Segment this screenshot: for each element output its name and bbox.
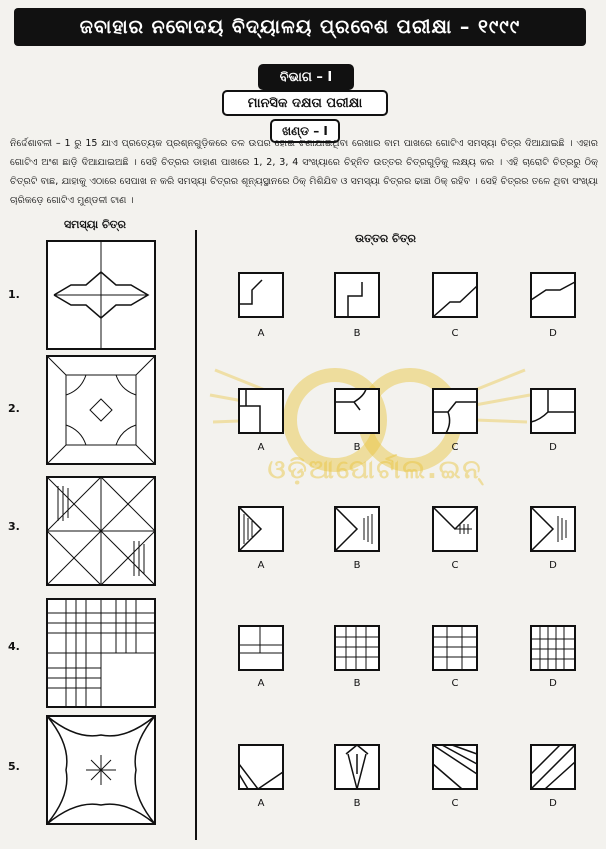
option-label: B (353, 328, 361, 339)
option-figure-2d[interactable] (530, 388, 576, 434)
option-label: D (549, 798, 557, 809)
question-number: 2. (8, 402, 20, 415)
option-figure-5d[interactable] (530, 744, 576, 790)
option-label: B (353, 678, 361, 689)
option-figure-1b[interactable] (334, 272, 380, 318)
option-figure-1d[interactable] (530, 272, 576, 318)
option-label: B (353, 560, 361, 571)
option-label: C (451, 560, 459, 571)
page-title-banner (14, 8, 586, 46)
option-label: D (549, 442, 557, 453)
option-figure-4a[interactable] (238, 625, 284, 671)
option-figure-3b[interactable] (334, 506, 380, 552)
option-figure-2c[interactable] (432, 388, 478, 434)
column-divider (195, 230, 197, 840)
page-title: ଜବାହାର ନବୋଦୟ ବିଦ୍ୟାଳୟ ପ୍ରବେଶ ପରୀକ୍ଷା – ୧୯୯୯ (79, 16, 521, 38)
option-figure-2b[interactable] (334, 388, 380, 434)
test-name: ମାନସିକ ଦକ୍ଷତା ପରୀକ୍ଷା (222, 90, 388, 116)
option-figure-2a[interactable] (238, 388, 284, 434)
instructions-text: ନିର୍ଦ୍ଦେଶାବଳୀ – 1 ରୁ 15 ଯାଏ ପ୍ରତ୍ୟେକ ପ୍ରଶ୍ନଗୁଡ଼ିକରେ ତଳ ଉପର ହୋଇ ଟଣାଯାଇଥିବା ରେଖାର ବାମ ପାଖରେ ଗୋଟିଏ ସମସ୍ୟା ଚିତ୍ର ଦିଆଯାଇଛି । ଏହାର ଗୋଟିଏ ଅଂଶ ଛାଡ଼ି ଦିଆଯାଇଅଛି । ସେହି ଚିତ୍ରର ଡାହାଣ ପାଖରେ 1, 2, 3, 4 ସଂଖ୍ୟାରେ ଚିହ୍ନିତ ଉତ୍ତର ଚିତ୍ରଗୁଡ଼ିକୁ ଲକ୍ଷ୍ୟ କର । ଏହି ଚାରୋଟି ଚିତ୍ରରୁ ଠିକ୍ ଚିତ୍ରଟି ବାଛ, ଯାହାକୁ ଏଠାରେ ସେପାଖ ନ କରି ସମସ୍ୟା ଚିତ୍ରର ଶୂନ୍ୟସ୍ଥାନରେ ଠିକ୍ ମିଶିଯିବ ଓ ସମସ୍ୟା ଚିତ୍ରର ଢାଞ୍ଚା ଠିକ୍ ରହିବ । ସେହି ଚିତ୍ରର ତଳେ ଥିବା ସଂଖ୍ୟା ଚାରିକଡ଼େ ଗୋଟିଏ ମୁଣ୍ଡଳୀ ଟାଣ । (10, 138, 598, 206)
question-number: 4. (8, 640, 20, 653)
option-label: A (257, 328, 265, 339)
question-number: 3. (8, 520, 20, 533)
option-label: D (549, 678, 557, 689)
option-figure-3d[interactable] (530, 506, 576, 552)
option-figure-3a[interactable] (238, 506, 284, 552)
watermark-text: ଓଡ଼ିଆପୋର୍ଟାଲ.ଇନ୍ (267, 455, 483, 485)
question-number: 1. (8, 288, 20, 301)
problem-figure-5 (46, 715, 156, 825)
option-figure-4d[interactable] (530, 625, 576, 671)
option-label: C (451, 328, 459, 339)
answer-column-heading: ଉତ୍ତର ଚିତ୍ର (355, 232, 417, 245)
option-label: C (451, 442, 459, 453)
option-figure-4b[interactable] (334, 625, 380, 671)
option-figure-4c[interactable] (432, 625, 478, 671)
option-figure-5c[interactable] (432, 744, 478, 790)
option-label: D (549, 560, 557, 571)
option-label: A (257, 442, 265, 453)
option-figure-5b[interactable] (334, 744, 380, 790)
option-figure-3c[interactable] (432, 506, 478, 552)
problem-column-heading: ସମସ୍ୟା ଚିତ୍ର (64, 218, 126, 231)
option-label: C (451, 798, 459, 809)
part-label: ଖଣ୍ଡ – I (270, 119, 340, 143)
option-figure-1c[interactable] (432, 272, 478, 318)
option-label: A (257, 798, 265, 809)
problem-figure-1 (46, 240, 156, 350)
option-label: C (451, 678, 459, 689)
option-label: A (257, 678, 265, 689)
option-label: B (353, 442, 361, 453)
section-label: ବିଭାଗ – I (258, 64, 354, 90)
option-label: B (353, 798, 361, 809)
question-number: 5. (8, 760, 20, 773)
option-label: A (257, 560, 265, 571)
option-figure-1a[interactable] (238, 272, 284, 318)
option-label: D (549, 328, 557, 339)
problem-figure-3 (46, 476, 156, 586)
problem-figure-4 (46, 598, 156, 708)
option-figure-5a[interactable] (238, 744, 284, 790)
problem-figure-2 (46, 355, 156, 465)
